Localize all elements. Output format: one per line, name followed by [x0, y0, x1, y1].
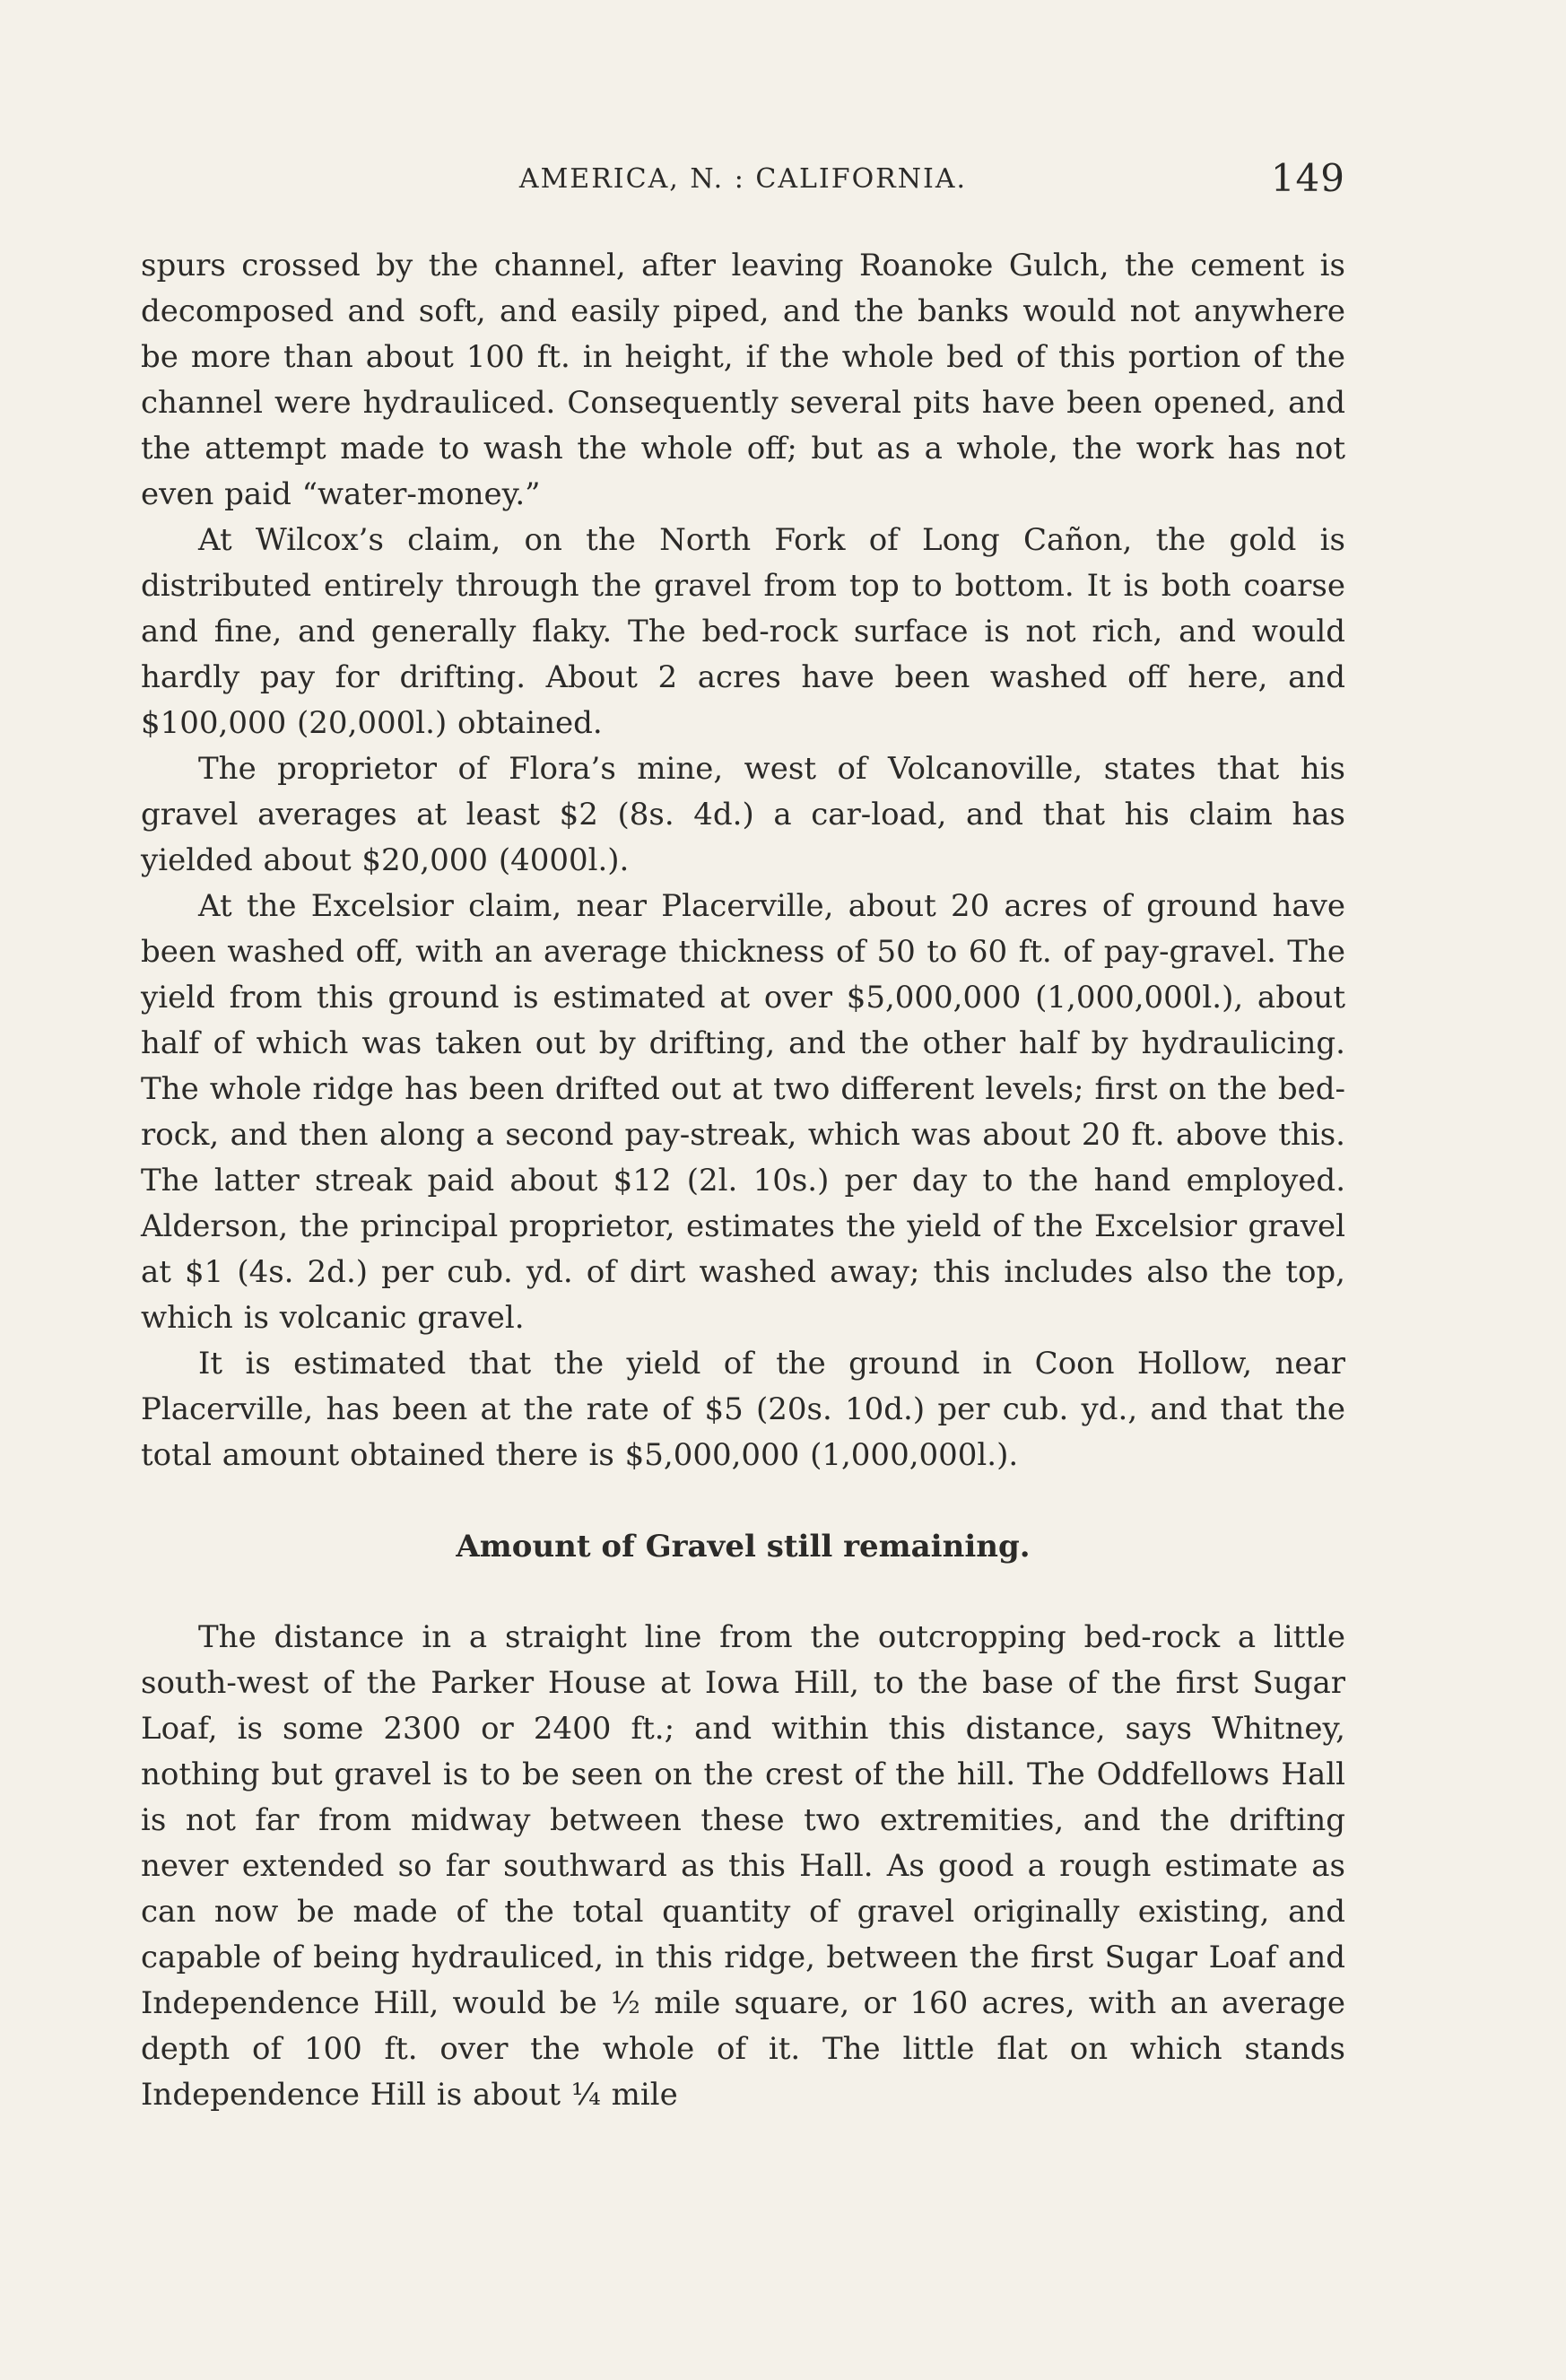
paragraph-excelsior-claim: At the Excelsior claim, near Placerville, about 20 acres of ground have been washed off, with an average thickness of 50 to 60 ft. of pay-gravel. The yield from this ground is estimated at over $5,000,000 (1,000,000l.), about half of which was taken out by drifting, and the other half by hydraulicing. The whole ridge has been drifted out at two different levels; first on the bed-rock, and then along a second pay-streak, which was about 20 ft. above this. The latter streak paid about $12 (2l. 10s.) per day to the hand employed. Alderson, the principal proprietor, estimates the yield of the Excelsior gravel at $1 (4s. 2d.) per cub. yd. of dirt washed away; this includes also the top, which is volcanic gravel. — [141, 888, 1345, 1336]
section-heading: Amount of Gravel still remaining. — [456, 1529, 1031, 1565]
paragraph-coon-hollow: It is estimated that the yield of the ground in Coon Hollow, near Placerville, has been at the rate of $5 (20s. 10d.) per cub. yd., and that the total amount obtained there is $5,000,000 (1,000,000l.). — [141, 1346, 1345, 1473]
page-number: 149 — [1270, 156, 1345, 200]
paragraph-roanoke-continuation: spurs crossed by the channel, after leaving Roanoke Gulch, the cement is decomposed and soft, and easily piped, and the banks would not anywhere be more than about 100 ft. in height, if the whole bed of this portion of the channel were hydrauliced. Consequently several pits have been opened, and the attempt made to wash the whole off; but as a whole, the work has not even paid “water-money.” — [141, 248, 1345, 512]
running-head-title: AMERICA, N. : CALIFORNIA. — [518, 163, 968, 195]
body-text — [141, 243, 1345, 2118]
paragraph-floras-mine: The proprietor of Flora’s mine, west of Volcanoville, states that his gravel averages at least $2 (8s. 4d.) a car-load, and that his claim has yielded about $20,000 (4000l.). — [141, 751, 1345, 878]
running-head — [141, 156, 1345, 208]
paragraph-gravel-remaining: The distance in a straight line from the outcropping bed-rock a little south-west of the Parker House at Iowa Hill, to the base of the first Sugar Loaf, is some 2300 or 2400 ft.; and within this distance, says Whitney, nothing but gravel is to be seen on the crest of the hill. The Oddfellows Hall is not far from midway between these two extremities, and the drifting never extended so far southward as this Hall. As good a rough estimate as can now be made of the total quantity of gravel originally existing, and capable of being hydrauliced, in this ridge, between the first Sugar Loaf and Independence Hill, would be ½ mile square, or 160 acres, with an average depth of 100 ft. over the whole of it. The little flat on which stands Independence Hill is about ¼ mile — [141, 1619, 1345, 2113]
paragraph-wilcox-claim: At Wilcox’s claim, on the North Fork of Long Cañon, the gold is distributed entirely through the gravel from top to bottom. It is both coarse and fine, and generally flaky. The bed-rock surface is not rich, and would hardly pay for drifting. About 2 acres have been washed off here, and $100,000 (20,000l.) obtained. — [141, 522, 1345, 741]
